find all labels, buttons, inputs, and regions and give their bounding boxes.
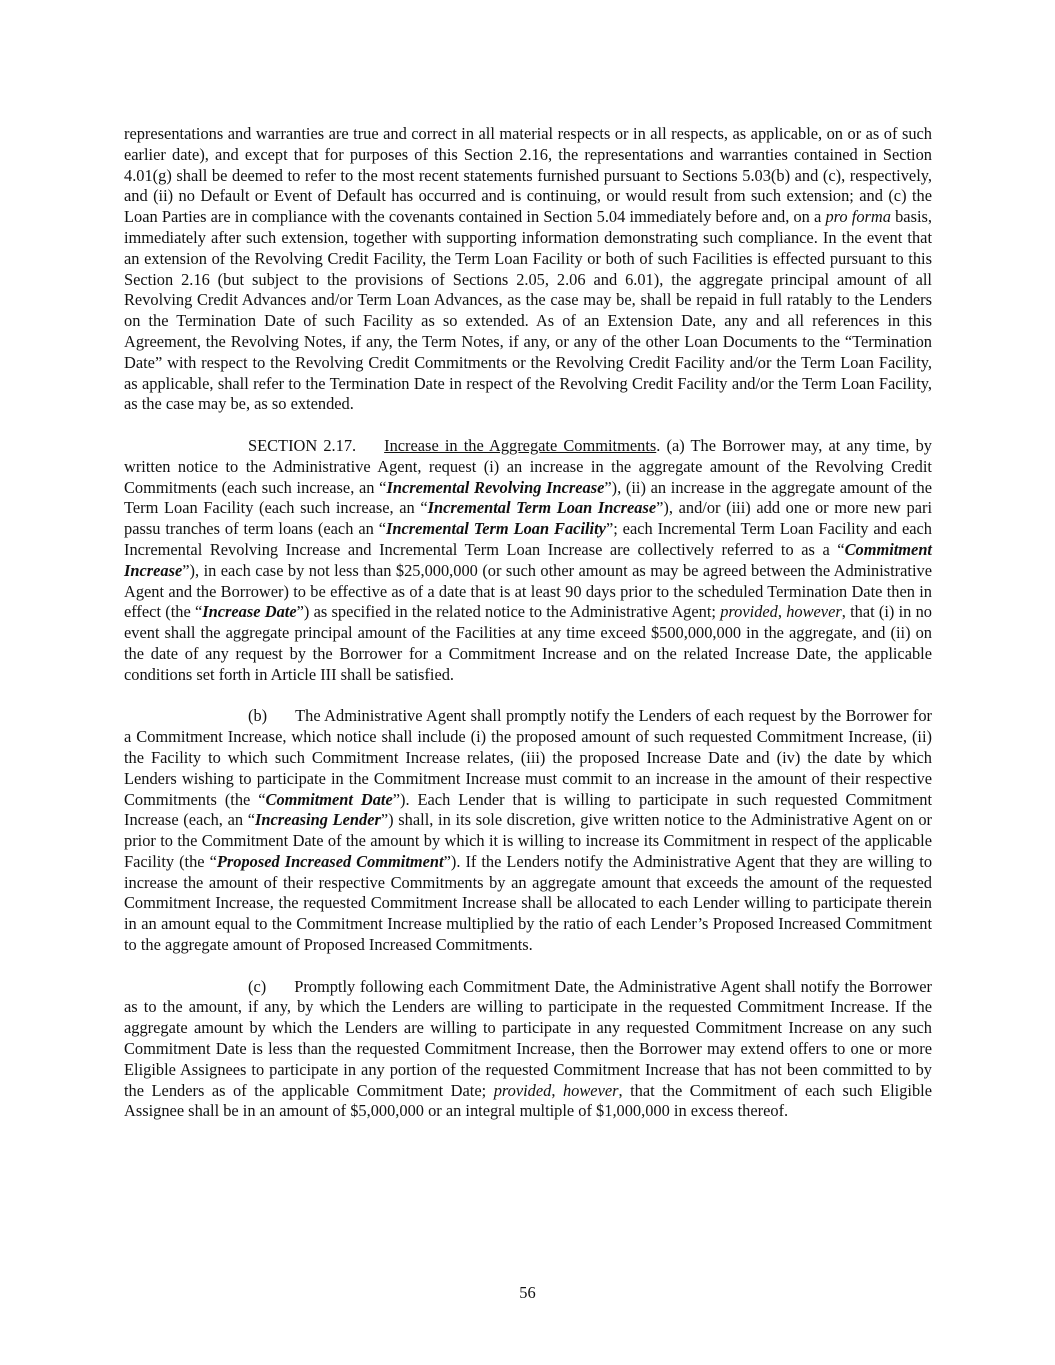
defined-term: Incremental Term Loan Facility [385,519,606,539]
defined-term: Proposed Increased Commitment [216,851,444,871]
paragraph-section-2-17-b: (b) The Administrative Agent shall promptly notify the Lenders of each request by the Borrower for a Commitment Increase, which notice shall include (i) the proposed amount of such requested Commitment Increase, (ii) the Facility to which such Commitment Increase relates, (iii) the proposed Increase Date and (iv) the date by which Lenders wishing to participate in the Commitment Increase must commit to an increase in the amount of their respective Commitments (the “Commitment Date”). Each Lender that is willing to participate in such requested Commitment Increase (each, an “Increasing Lender”) shall, in its sole discretion, give written notice to the Administrative Agent on or prior to the Commitment Date of the amount by which it is willing to increase its Commitment in respect of the applicable Facility (the “Proposed Increased Commitment”). If the Lenders notify the Administrative Agent that they are willing to increase the amount of their respective Commitments by an aggregate amount that exceeds the amount of the requested Commitment Increase, the requested Commitment Increase shall be allocated to each Lender willing to participate therein in an amount equal to the Commitment Increase multiplied by the ratio of each Lender’s Proposed Increased Commitment to the aggregate amount of Proposed Increased Commitments. [124,706,933,955]
paragraph-section-2-17-c: (c) Promptly following each Commitment Date, the Administrative Agent shall notify the Borrower as to the amount, if any, by which the Lenders are willing to participate in the requested Commitment Increase. If the aggregate amount by which the Lenders are willing to participate in any requested Commitment Increase on any such Commitment Date is less than the requested Commitment Increase, then the Borrower may extend offers to one or more Eligible Assignees to participate in any portion of the requested Commitment Increase that has not been committed to by the Lenders as of the applicable Commitment Date; provided, however, that the Commitment of each such Eligible Assignee shall be in an amount of $5,000,000 or an integral multiple of $1,000,000 in excess thereof. [124,976,932,1121]
section-number: SECTION 2.17. [248,435,357,455]
defined-term: Increase Date [202,602,297,622]
paragraph-section-2-17-a: SECTION 2.17. Increase in the Aggregate Commitments. (a) The Borrower may, at any time, by written notice to the Administrative Agent, request (i) an increase in the aggregate amount of the Revolving Credit Commitments (each such increase, an “Incremental Revolving Increase”), (ii) an increase in the aggregate amount of the Term Loan Facility (each such increase, an “Incremental Term Loan Increase”), and/or (iii) add one or more new pari passu tranches of term loans (each an “Incremental Term Loan Facility”; each Incremental Term Loan Facility and each Incremental Revolving Increase and Incremental Term Loan Increase are collectively referred to as a “Commitment Increase”), in each case by not less than $25,000,000 (or such other amount as may be agreed between the Administrative Agent and the Borrower) to be effective as of a date that is at least 90 days prior to the scheduled Termination Date then in effect (the “Increase Date”) as specified in the related notice to the Administrative Agent; provided, however, that (i) in no event shall the aggregate principal amount of the Facilities at any time exceed $500,000,000 in the aggregate, and (ii) on the date of any request by the Borrower for a Commitment Increase and on the related Increase Date, the applicable conditions set forth in Article III shall be satisfied. [124,435,933,684]
defined-term: Commitment Increase [124,539,932,580]
section-heading: Increase in the Aggregate Commitments [384,435,657,455]
subsection-label: (b) [248,706,268,726]
defined-term: Increasing Lender [255,810,381,830]
paragraph-section-2-16-continued: representations and warranties are true and correct in all material respects or in all respects, as applicable, on or as of such earlier date), and except that for purposes of this Section 2.16, the representations and warranties contained in Section 4.01(g) shall be deemed to refer to the most recent statements furnished pursuant to Sections 5.03(b) and (c), respectively, and (ii) no Default or Event of Default has occurred and is continuing, or would result from such extension; and (c) the Loan Parties are in compliance with the covenants contained in Section 5.04 immediately before and, on a pro forma basis, immediately after such extension, together with supporting information demonstrating such compliance. In the event that an extension of the Revolving Credit Facility, the Term Loan Facility or both of such Facilities is effected pursuant to this Section 2.16 (but subject to the provisions of Sections 2.05, 2.06 and 6.01), the aggregate principal amount of all Revolving Credit Advances and/or Term Loan Advances, as the case may be, shall be repaid in full ratably to the Lenders on the Termination Date of such Facility as so extended. As of an Extension Date, any and all references in this Agreement, the Revolving Notes, if any, the Term Notes, if any, or any of the other Loan Documents to the “Termination Date” with respect to the Revolving Credit Commitments or the Revolving Credit Facility and/or the Term Loan Facility, as applicable, shall refer to the Termination Date in respect of the Revolving Credit Facility and/or the Term Loan Facility, as the case may be, as so extended. [124,124,932,414]
page-number: 56 [519,1283,536,1302]
document-page [124,124,932,1143]
defined-term: Incremental Term Loan Increase [427,498,657,518]
defined-term: Incremental Revolving Increase [386,477,605,497]
defined-term: Commitment Date [265,789,393,809]
subsection-label: (c) [248,976,267,996]
